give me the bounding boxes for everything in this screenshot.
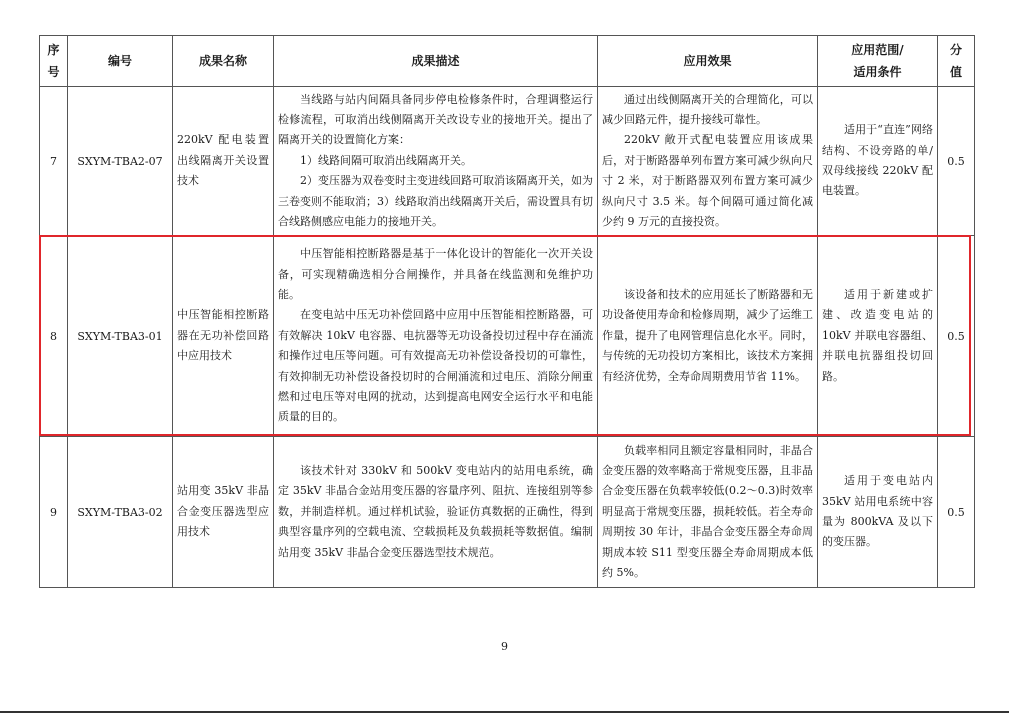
row-name: 中压智能相控断路器在无功补偿回路中应用技术 <box>173 236 274 437</box>
header-name: 成果名称 <box>173 36 274 87</box>
row-scope: 适用于“直连”网络结构、不设旁路的单/双母线接线 220kV 配电装置。 <box>818 87 938 236</box>
desc-paragraph: 1）线路间隔可取消出线隔离开关。 <box>300 153 472 167</box>
header-effect: 应用效果 <box>598 36 818 87</box>
header-seq: 序 号 <box>40 36 68 87</box>
header-code: 编号 <box>68 36 173 87</box>
header-desc: 成果描述 <box>274 36 598 87</box>
row-desc <box>274 437 598 588</box>
footer-divider <box>0 711 1009 713</box>
row-effect <box>598 87 818 236</box>
header-scope: 应用范围/ 适用条件 <box>818 36 938 87</box>
table-row <box>40 87 975 236</box>
desc-paragraph: 在变电站中压无功补偿回路中应用中压智能相控断路器，可有效解决 10kV 电容器、电抗器等无功设备投切过程中存在涌流和操作过电压等问题。可有效提高无功补偿设备投切的可靠性，有效抑制无功补偿设备投切时的合闸涌流和过电压、消除分闸重燃和过电压等对电网的扰动，达到提高电网安全运行水平和电能质量的目的。 <box>278 308 593 424</box>
page-number: 9 <box>501 640 508 653</box>
row-code: SXYM-TBA2-07 <box>68 87 173 236</box>
row-name: 220kV 配电装置出线隔离开关设置技术 <box>173 87 274 236</box>
row-code: SXYM-TBA3-01 <box>68 236 173 437</box>
row-score: 0.5 <box>938 87 975 236</box>
row-scope: 适用于变电站内 35kV 站用电系统中容量为 800kVA 及以下的变压器。 <box>818 437 938 588</box>
desc-paragraph: 中压智能相控断路器是基于一体化设计的智能化一次开关设备，可实现精确选相分合闸操作，并具备在线监测和免维护功能。 <box>278 247 593 301</box>
effect-paragraph: 该设备和技术的应用延长了断路器和无功设备使用寿命和检修周期，减少了运维工作量，提升了电网管理信息化水平。同时，与传统的无功投切方案相比，该技术方案拥有经济优势，全寿命周期费用节省 11%。 <box>602 287 813 383</box>
desc-paragraph: 该技术针对 330kV 和 500kV 变电站内的站用电系统，确定 35kV 非晶合金站用变压器的容量序列、阻抗、连接组别等参数，并制造样机。通过样机试验，验证仿真数据的正确性，得到典型容量序列的空载电流、空载损耗及负载损耗等数据值。编制站用变 35kV 非晶合金变压器选型技术规范。 <box>278 463 593 559</box>
table-row <box>40 236 975 437</box>
row-seq: 8 <box>40 236 68 437</box>
row-code: SXYM-TBA3-02 <box>68 437 173 588</box>
effect-paragraph: 220kV 敞开式配电装置应用该成果后，对于断路器单列布置方案可减少纵向尺寸 2 米，对于断路器双列布置方案可减少纵向尺寸 3.5 米。每个间隔可通过简化减少约 9 万元的直接投资。 <box>602 133 813 229</box>
effect-paragraph: 通过出线侧隔离开关的合理简化，可以减少回路元件，提升接线可靠性。 <box>602 92 813 126</box>
header-score: 分 值 <box>938 36 975 87</box>
row-score: 0.5 <box>938 437 975 588</box>
row-desc <box>274 236 598 437</box>
desc-paragraph: 当线路与站内间隔具备同步停电检修条件时，合理调整运行检修流程，可取消出线侧隔离开关改设专业的接地开关。提出了隔离开关的设置简化方案： <box>278 92 593 147</box>
effect-paragraph: 负载率相同且额定容量相同时，非晶合金变压器的效率略高于常规变压器，且非晶合金变压器在负载率较低(0.2～0.3)时效率明显高于常规变压器，损耗较低。若全寿命周期按 30 年计，非晶合金变压器全寿命周期成本较 S11 型变压器全寿命周期成本低约 5%。 <box>602 443 813 580</box>
desc-paragraph: 2）变压器为双卷变时主变进线回路可取消该隔离开关，如为三卷变则不能取消；3）线路取消出线隔离开关后，需设置具有切合线路侧感应电能力的接地开关。 <box>278 174 593 229</box>
row-desc <box>274 87 598 236</box>
header-row <box>40 36 975 87</box>
results-table <box>39 35 975 588</box>
row-score: 0.5 <box>938 236 975 437</box>
row-effect <box>598 236 818 437</box>
row-name: 站用变 35kV 非晶合金变压器选型应用技术 <box>173 437 274 588</box>
row-scope: 适用于新建或扩建、改造变电站的 10kV 并联电容器组、并联电抗器组投切回路。 <box>818 236 938 437</box>
row-seq: 9 <box>40 437 68 588</box>
table-row <box>40 437 975 588</box>
row-seq: 7 <box>40 87 68 236</box>
row-effect <box>598 437 818 588</box>
